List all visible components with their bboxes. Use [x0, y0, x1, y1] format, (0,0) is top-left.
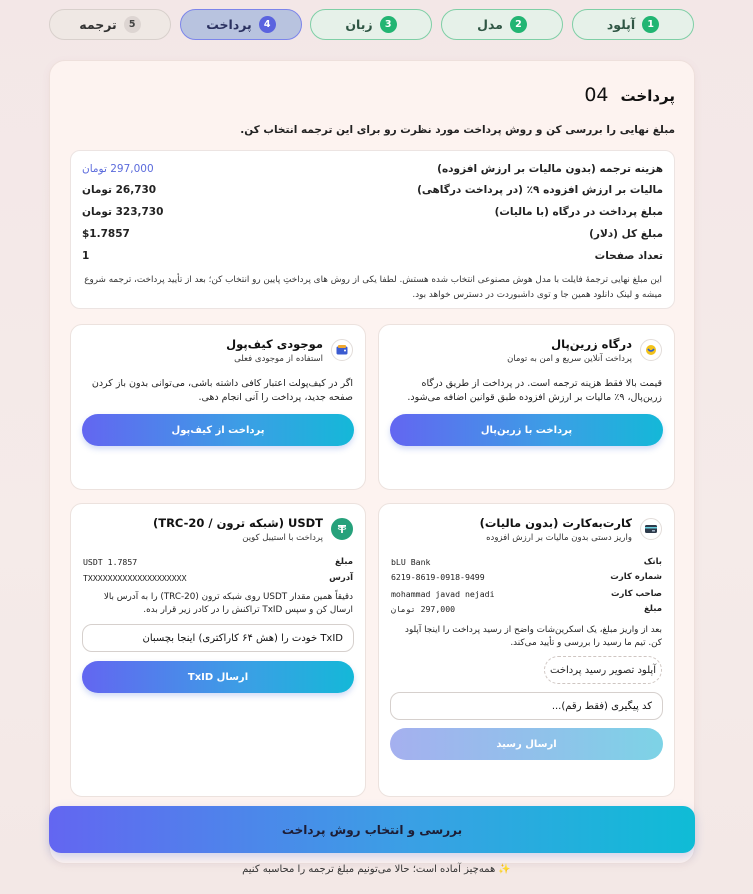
usdt-instructions: دقیقاً همین مقدار USDT روی شبکه ترون (TRC-20) را به آدرس بالا ارسال کن و سپس TxID تراکنش را در کادر زیر قرار بده.: [103, 592, 353, 615]
card-number-row: [391, 572, 662, 584]
field-key: آدرس: [329, 573, 353, 583]
wallet-card: [70, 324, 366, 490]
send-receipt-button[interactable]: ارسال رسید: [390, 728, 663, 760]
section-subtitle: مبلغ نهایی را بررسی کن و روش پرداخت مورد نظرت رو برای این ترجمه انتخاب کن.: [240, 124, 675, 136]
field-value: mohammad javad nejadi: [391, 589, 495, 599]
field-value: bLU Bank: [391, 557, 431, 567]
usdt-card: [70, 503, 366, 797]
step-label: پرداخت: [206, 17, 252, 32]
wallet-icon: [331, 339, 353, 361]
step-number: 1: [642, 16, 659, 33]
summary-label: مالیات بر ارزش افزوده ۹٪ (در پرداخت درگاهی): [417, 184, 663, 196]
price-summary: [70, 150, 675, 309]
summary-value: $1.7857: [82, 228, 130, 240]
summary-row: [82, 250, 663, 264]
card-header: [507, 337, 662, 364]
summary-row: [82, 184, 663, 198]
summary-row: [82, 163, 663, 177]
step-language[interactable]: [310, 9, 432, 40]
step-label: زبان: [345, 17, 373, 32]
summary-value: 1: [82, 250, 90, 262]
field-key: مبلغ: [643, 604, 662, 614]
bank-name-row: [391, 557, 662, 569]
usdt-amount-row: [83, 557, 353, 569]
summary-label: مبلغ پرداخت در درگاه (با مالیات): [494, 206, 663, 218]
summary-value: 297,000 تومان: [82, 163, 154, 175]
card-header: [480, 516, 662, 543]
card-title: کارت‌به‌کارت (بدون مالیات): [479, 516, 632, 530]
tracking-code-input[interactable]: کد پیگیری (فقط رقم)...: [390, 692, 663, 720]
send-txid-button[interactable]: ارسال TxID: [82, 661, 354, 693]
card-subtitle: استفاده از موجودی فعلی: [234, 354, 323, 364]
card-title: موجودی کیف‌پول: [226, 337, 323, 351]
field-key: بانک: [643, 557, 662, 567]
field-key: مبلغ: [334, 557, 353, 567]
field-key: شماره کارت: [610, 572, 662, 582]
summary-label: تعداد صفحات: [594, 250, 663, 262]
pay-zarinpal-button[interactable]: پرداخت با زرین‌پال: [390, 414, 663, 446]
step-number: 2: [510, 16, 527, 33]
footer-message: ✨ همه‌چیز آماده است؛ حالا می‌تونیم مبلغ ترجمه را محاسبه کنیم: [242, 864, 511, 875]
summary-value: 323,730 تومان: [82, 206, 164, 218]
card-subtitle: پرداخت آنلاین سریع و امن به تومان: [507, 354, 632, 364]
zarinpal-icon: [640, 339, 662, 361]
pay-wallet-button[interactable]: پرداخت از کیف‌پول: [82, 414, 354, 446]
usdt-address-row: [83, 573, 353, 585]
step-payment[interactable]: [180, 9, 302, 40]
section-title: [584, 84, 675, 106]
field-value: 297,000 تومان: [391, 604, 456, 614]
field-value[interactable]: TXXXXXXXXXXXXXXXXXXXX: [83, 573, 187, 583]
step-number: 3: [380, 16, 397, 33]
step-number: 5: [124, 16, 141, 33]
summary-row: [82, 228, 663, 242]
section-number: 04: [584, 84, 609, 106]
upload-receipt-button[interactable]: آپلود تصویر رسید پرداخت: [544, 656, 662, 684]
field-value[interactable]: 6219-8619-0918-9499: [391, 572, 485, 582]
step-label: آپلود: [606, 17, 636, 32]
card-subtitle: واریز دستی بدون مالیات بر ارزش افزوده: [486, 533, 632, 543]
review-payment-button[interactable]: بررسی و انتخاب روش پرداخت: [49, 806, 695, 853]
card-description: اگر در کیف‌پولت اعتبار کافی داشته باشی، می‌توانی بدون باز کردن صفحه جدید، پرداخت را آنی انجام دهی.: [91, 378, 353, 403]
summary-note: این مبلغ نهایی ترجمهٔ فایلت با مدل هوش مصنوعی انتخاب شده هستش. لطفا یکی از روش های پرداختِ پایین رو انتخاب کن؛ بعد از تأیید پرداخت، ترجمه شروع میشه و لینک دانلود همین جا و توی داشبوردت در دسترس خواهد بود.: [84, 275, 662, 300]
step-model[interactable]: [441, 9, 563, 40]
card-header: [153, 516, 353, 543]
step-label: ترجمه: [79, 17, 117, 32]
step-upload[interactable]: [572, 9, 694, 40]
zarinpal-card: [378, 324, 675, 490]
card-holder-row: [391, 589, 662, 601]
card-title: درگاه زرین‌پال: [551, 337, 632, 351]
bank-card-icon: [640, 518, 662, 540]
step-number: 4: [259, 16, 276, 33]
card-description: قیمت بالا فقط هزینه ترجمه است. در پرداخت از طریق درگاه زرین‌پال، ۹٪ مالیات بر ارزش افزوده طبق قوانین اضافه می‌شود.: [407, 378, 662, 403]
summary-row: [82, 206, 663, 220]
summary-label: هزینه ترجمه (بدون مالیات بر ارزش افزوده): [437, 163, 663, 175]
step-label: مدل: [477, 17, 503, 32]
card-title: USDT (شبکه ترون / TRC-20): [152, 516, 323, 530]
card-transfer-card: [378, 503, 675, 797]
step-translation[interactable]: [49, 9, 171, 40]
card-subtitle: پرداخت با استیبل کوین: [242, 533, 323, 543]
amount-row: [391, 604, 662, 616]
field-value: USDT 1.7857: [83, 557, 138, 567]
section-title-text: پرداخت: [620, 87, 675, 105]
field-key: صاحب کارت: [610, 589, 662, 599]
card-header: [226, 337, 353, 364]
summary-label: مبلغ کل (دلار): [589, 228, 663, 240]
tether-icon: [331, 518, 353, 540]
summary-value: 26,730 تومان: [82, 184, 157, 196]
step-progress: [49, 9, 694, 40]
txid-input[interactable]: TxID خودت را (هش ۶۴ کاراکتری) اینجا بچسبان: [82, 624, 354, 652]
card-instructions: بعد از واریز مبلغ، یک اسکرین‌شات واضح از رسید پرداخت را اینجا آپلود کن. تیم ما رسید را بررسی و تأیید می‌کند.: [405, 625, 662, 648]
